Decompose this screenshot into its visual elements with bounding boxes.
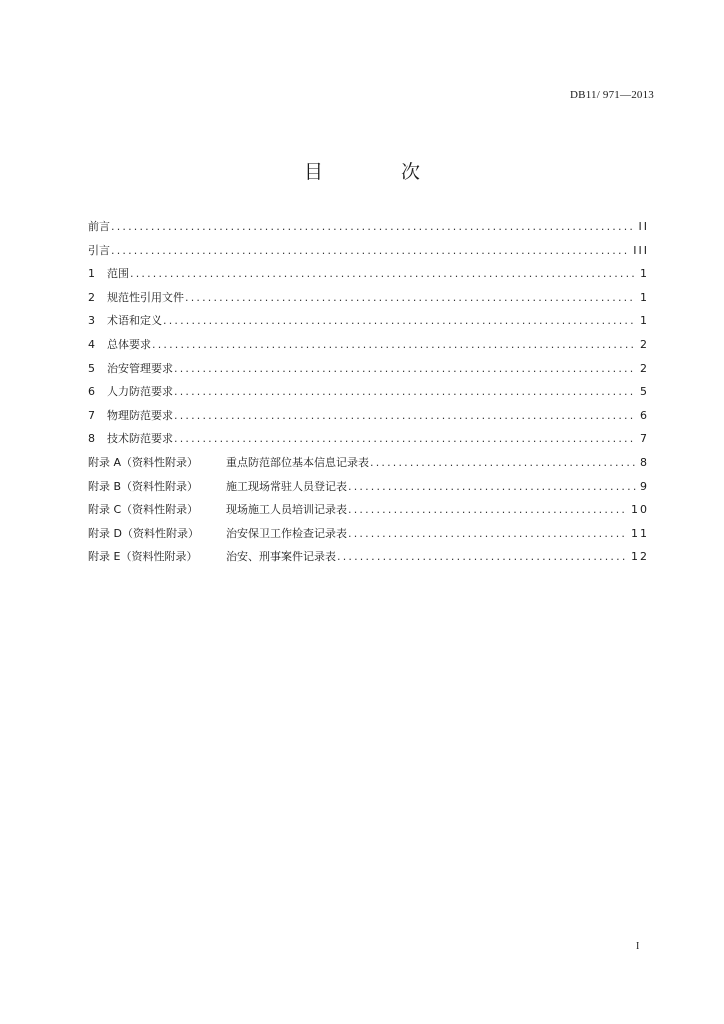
toc-entry-section-5[interactable] bbox=[88, 361, 649, 385]
entry-number: 1 bbox=[88, 267, 95, 281]
entry-title: 引言 bbox=[88, 243, 110, 257]
entry-title: 治安、刑事案件记录表 bbox=[226, 550, 336, 564]
toc-entry-introduction[interactable] bbox=[88, 243, 649, 267]
entry-title: 治安管理要求 bbox=[107, 361, 173, 375]
dot-leader bbox=[130, 266, 636, 282]
entry-number: 2 bbox=[88, 290, 95, 304]
dot-leader bbox=[111, 243, 629, 259]
toc-entry-section-2[interactable] bbox=[88, 290, 649, 314]
toc-entry-section-1[interactable] bbox=[88, 266, 649, 290]
toc-entry-appendix-e[interactable] bbox=[88, 549, 649, 573]
entry-page: 1 bbox=[640, 314, 649, 328]
dot-leader bbox=[185, 290, 636, 306]
toc-title bbox=[0, 160, 724, 184]
entry-page: 6 bbox=[640, 408, 649, 422]
appendix-label: 附录 B（资料性附录） bbox=[88, 479, 199, 493]
dot-leader bbox=[174, 384, 636, 400]
entry-title: 术语和定义 bbox=[107, 314, 162, 328]
toc-entry-appendix-b[interactable] bbox=[88, 479, 649, 503]
toc-entry-appendix-c[interactable] bbox=[88, 502, 649, 526]
toc-entry-section-8[interactable] bbox=[88, 431, 649, 455]
entry-page: 12 bbox=[631, 550, 649, 564]
entry-number: 7 bbox=[88, 408, 95, 422]
entry-page: 10 bbox=[631, 503, 649, 517]
entry-title: 范围 bbox=[107, 267, 129, 281]
toc-entry-section-3[interactable] bbox=[88, 313, 649, 337]
toc-entry-appendix-d[interactable] bbox=[88, 526, 649, 550]
entry-title: 总体要求 bbox=[107, 337, 151, 351]
entry-number: 5 bbox=[88, 361, 95, 375]
toc-entry-section-6[interactable] bbox=[88, 384, 649, 408]
dot-leader bbox=[152, 337, 636, 353]
entry-number: 8 bbox=[88, 432, 95, 446]
entry-title: 现场施工人员培训记录表 bbox=[226, 503, 347, 517]
appendix-label: 附录 C（资料性附录） bbox=[88, 503, 199, 517]
entry-number: 6 bbox=[88, 385, 95, 399]
entry-title: 施工现场常驻人员登记表 bbox=[226, 479, 347, 493]
toc-entry-section-7[interactable] bbox=[88, 408, 649, 432]
dot-leader bbox=[174, 361, 636, 377]
entry-title: 物理防范要求 bbox=[107, 408, 173, 422]
appendix-label: 附录 E（资料性附录） bbox=[88, 550, 198, 564]
page-number: I bbox=[636, 941, 640, 952]
entry-number: 3 bbox=[88, 314, 95, 328]
entry-page: 1 bbox=[640, 267, 649, 281]
entry-number: 4 bbox=[88, 337, 95, 351]
document-code: DB11/ 971—2013 bbox=[570, 89, 654, 101]
dot-leader bbox=[174, 431, 636, 447]
dot-leader bbox=[348, 526, 627, 542]
entry-page: 1 bbox=[640, 290, 649, 304]
dot-leader bbox=[174, 408, 636, 424]
entry-page: III bbox=[633, 243, 649, 257]
dot-leader bbox=[337, 549, 627, 565]
entry-page: 11 bbox=[631, 526, 649, 540]
entry-title: 前言 bbox=[88, 220, 110, 233]
toc-entry-appendix-a[interactable] bbox=[88, 455, 649, 479]
toc-entry-foreword[interactable] bbox=[88, 219, 649, 243]
entry-title: 规范性引用文件 bbox=[107, 290, 184, 304]
toc-title-text: 目 次 bbox=[303, 161, 457, 183]
table-of-contents bbox=[88, 219, 649, 573]
entry-page: 9 bbox=[640, 479, 649, 493]
dot-leader bbox=[348, 502, 627, 518]
toc-entry-section-4[interactable] bbox=[88, 337, 649, 361]
entry-page: II bbox=[638, 220, 649, 233]
entry-title: 重点防范部位基本信息记录表 bbox=[226, 455, 369, 469]
appendix-label: 附录 D（资料性附录） bbox=[88, 526, 199, 540]
entry-title: 治安保卫工作检查记录表 bbox=[226, 526, 347, 540]
entry-page: 5 bbox=[640, 385, 649, 399]
entry-page: 8 bbox=[640, 455, 649, 469]
dot-leader bbox=[370, 455, 636, 471]
dot-leader bbox=[348, 479, 636, 495]
dot-leader bbox=[111, 219, 635, 235]
entry-title: 人力防范要求 bbox=[107, 385, 173, 399]
entry-page: 7 bbox=[640, 432, 649, 446]
entry-title: 技术防范要求 bbox=[107, 432, 173, 446]
entry-page: 2 bbox=[640, 361, 649, 375]
entry-page: 2 bbox=[640, 337, 649, 351]
dot-leader bbox=[163, 313, 636, 329]
appendix-label: 附录 A（资料性附录） bbox=[88, 455, 199, 469]
